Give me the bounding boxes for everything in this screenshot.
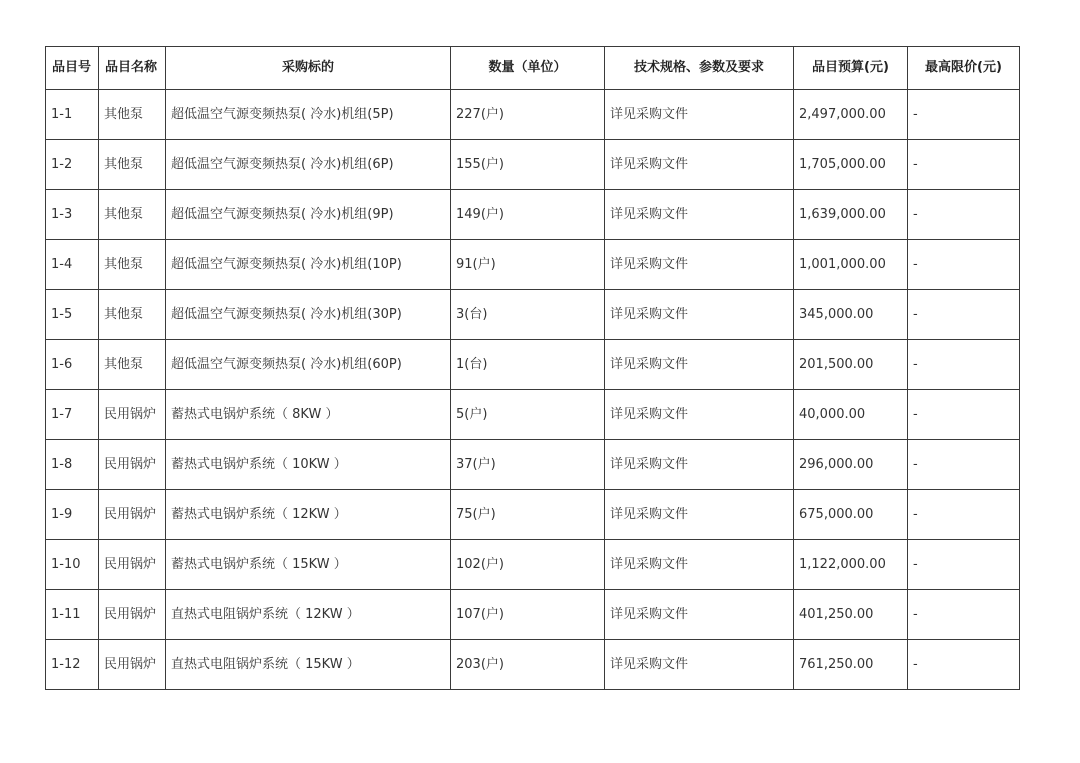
cell-specs: 详见采购文件 xyxy=(605,140,794,190)
cell-budget: 761,250.00 xyxy=(794,640,908,690)
table-row xyxy=(46,340,1020,390)
cell-item-no: 1-12 xyxy=(46,640,99,690)
cell-quantity: 203(户) xyxy=(451,640,605,690)
cell-item-name: 民用锅炉 xyxy=(99,640,166,690)
cell-subject: 蓄热式电锅炉系统（ 12KW ） xyxy=(166,490,451,540)
cell-budget: 1,001,000.00 xyxy=(794,240,908,290)
header-row xyxy=(46,47,1020,90)
header-max-price: 最高限价(元) xyxy=(908,47,1020,90)
cell-item-name: 民用锅炉 xyxy=(99,490,166,540)
cell-max-price: - xyxy=(908,540,1020,590)
cell-max-price: - xyxy=(908,590,1020,640)
cell-subject: 蓄热式电锅炉系统（ 15KW ） xyxy=(166,540,451,590)
cell-specs: 详见采购文件 xyxy=(605,440,794,490)
cell-subject: 超低温空气源变频热泵( 冷水)机组(30P) xyxy=(166,290,451,340)
cell-budget: 201,500.00 xyxy=(794,340,908,390)
cell-subject: 超低温空气源变频热泵( 冷水)机组(60P) xyxy=(166,340,451,390)
cell-budget: 1,705,000.00 xyxy=(794,140,908,190)
cell-item-name: 民用锅炉 xyxy=(99,440,166,490)
cell-quantity: 5(户) xyxy=(451,390,605,440)
cell-item-name: 民用锅炉 xyxy=(99,540,166,590)
cell-subject: 超低温空气源变频热泵( 冷水)机组(5P) xyxy=(166,90,451,140)
cell-item-name: 民用锅炉 xyxy=(99,590,166,640)
cell-quantity: 149(户) xyxy=(451,190,605,240)
cell-budget: 296,000.00 xyxy=(794,440,908,490)
cell-subject: 直热式电阻锅炉系统（ 15KW ） xyxy=(166,640,451,690)
cell-item-no: 1-8 xyxy=(46,440,99,490)
cell-quantity: 227(户) xyxy=(451,90,605,140)
cell-max-price: - xyxy=(908,490,1020,540)
header-budget: 品目预算(元) xyxy=(794,47,908,90)
cell-item-no: 1-6 xyxy=(46,340,99,390)
cell-max-price: - xyxy=(908,640,1020,690)
cell-item-name: 其他泵 xyxy=(99,190,166,240)
cell-item-name: 其他泵 xyxy=(99,340,166,390)
table-row xyxy=(46,190,1020,240)
cell-quantity: 3(台) xyxy=(451,290,605,340)
table-row xyxy=(46,590,1020,640)
cell-item-no: 1-2 xyxy=(46,140,99,190)
cell-item-name: 其他泵 xyxy=(99,140,166,190)
cell-max-price: - xyxy=(908,440,1020,490)
cell-subject: 超低温空气源变频热泵( 冷水)机组(10P) xyxy=(166,240,451,290)
cell-budget: 401,250.00 xyxy=(794,590,908,640)
header-subject: 采购标的 xyxy=(166,47,451,90)
cell-budget: 40,000.00 xyxy=(794,390,908,440)
cell-max-price: - xyxy=(908,290,1020,340)
cell-specs: 详见采购文件 xyxy=(605,190,794,240)
table-row xyxy=(46,440,1020,490)
procurement-sheet xyxy=(45,46,1020,690)
cell-quantity: 91(户) xyxy=(451,240,605,290)
cell-item-no: 1-3 xyxy=(46,190,99,240)
cell-max-price: - xyxy=(908,190,1020,240)
table-row xyxy=(46,240,1020,290)
cell-budget: 2,497,000.00 xyxy=(794,90,908,140)
cell-max-price: - xyxy=(908,340,1020,390)
cell-subject: 超低温空气源变频热泵( 冷水)机组(9P) xyxy=(166,190,451,240)
cell-quantity: 37(户) xyxy=(451,440,605,490)
cell-quantity: 1(台) xyxy=(451,340,605,390)
cell-specs: 详见采购文件 xyxy=(605,340,794,390)
cell-budget: 1,639,000.00 xyxy=(794,190,908,240)
header-specs: 技术规格、参数及要求 xyxy=(605,47,794,90)
cell-specs: 详见采购文件 xyxy=(605,290,794,340)
table-row xyxy=(46,140,1020,190)
cell-max-price: - xyxy=(908,240,1020,290)
cell-budget: 675,000.00 xyxy=(794,490,908,540)
cell-item-no: 1-1 xyxy=(46,90,99,140)
table-row xyxy=(46,390,1020,440)
table-row xyxy=(46,540,1020,590)
table-row xyxy=(46,290,1020,340)
cell-item-no: 1-5 xyxy=(46,290,99,340)
cell-quantity: 107(户) xyxy=(451,590,605,640)
cell-item-name: 其他泵 xyxy=(99,90,166,140)
cell-specs: 详见采购文件 xyxy=(605,240,794,290)
header-item-name: 品目名称 xyxy=(99,47,166,90)
table-row xyxy=(46,490,1020,540)
cell-specs: 详见采购文件 xyxy=(605,590,794,640)
cell-item-no: 1-9 xyxy=(46,490,99,540)
cell-specs: 详见采购文件 xyxy=(605,640,794,690)
cell-specs: 详见采购文件 xyxy=(605,540,794,590)
cell-item-no: 1-11 xyxy=(46,590,99,640)
cell-max-price: - xyxy=(908,90,1020,140)
table-row xyxy=(46,640,1020,690)
cell-budget: 345,000.00 xyxy=(794,290,908,340)
cell-max-price: - xyxy=(908,390,1020,440)
cell-item-no: 1-10 xyxy=(46,540,99,590)
cell-subject: 超低温空气源变频热泵( 冷水)机组(6P) xyxy=(166,140,451,190)
cell-quantity: 155(户) xyxy=(451,140,605,190)
cell-item-name: 其他泵 xyxy=(99,240,166,290)
cell-quantity: 75(户) xyxy=(451,490,605,540)
table-header xyxy=(46,47,1020,90)
cell-item-name: 民用锅炉 xyxy=(99,390,166,440)
cell-subject: 蓄热式电锅炉系统（ 8KW ） xyxy=(166,390,451,440)
cell-specs: 详见采购文件 xyxy=(605,490,794,540)
cell-max-price: - xyxy=(908,140,1020,190)
cell-item-name: 其他泵 xyxy=(99,290,166,340)
table-body xyxy=(46,90,1020,690)
cell-specs: 详见采购文件 xyxy=(605,90,794,140)
cell-item-no: 1-4 xyxy=(46,240,99,290)
header-item-no: 品目号 xyxy=(46,47,99,90)
procurement-table xyxy=(45,46,1020,690)
cell-subject: 蓄热式电锅炉系统（ 10KW ） xyxy=(166,440,451,490)
cell-budget: 1,122,000.00 xyxy=(794,540,908,590)
header-quantity: 数量（单位） xyxy=(451,47,605,90)
table-row xyxy=(46,90,1020,140)
cell-subject: 直热式电阻锅炉系统（ 12KW ） xyxy=(166,590,451,640)
cell-item-no: 1-7 xyxy=(46,390,99,440)
cell-quantity: 102(户) xyxy=(451,540,605,590)
cell-specs: 详见采购文件 xyxy=(605,390,794,440)
